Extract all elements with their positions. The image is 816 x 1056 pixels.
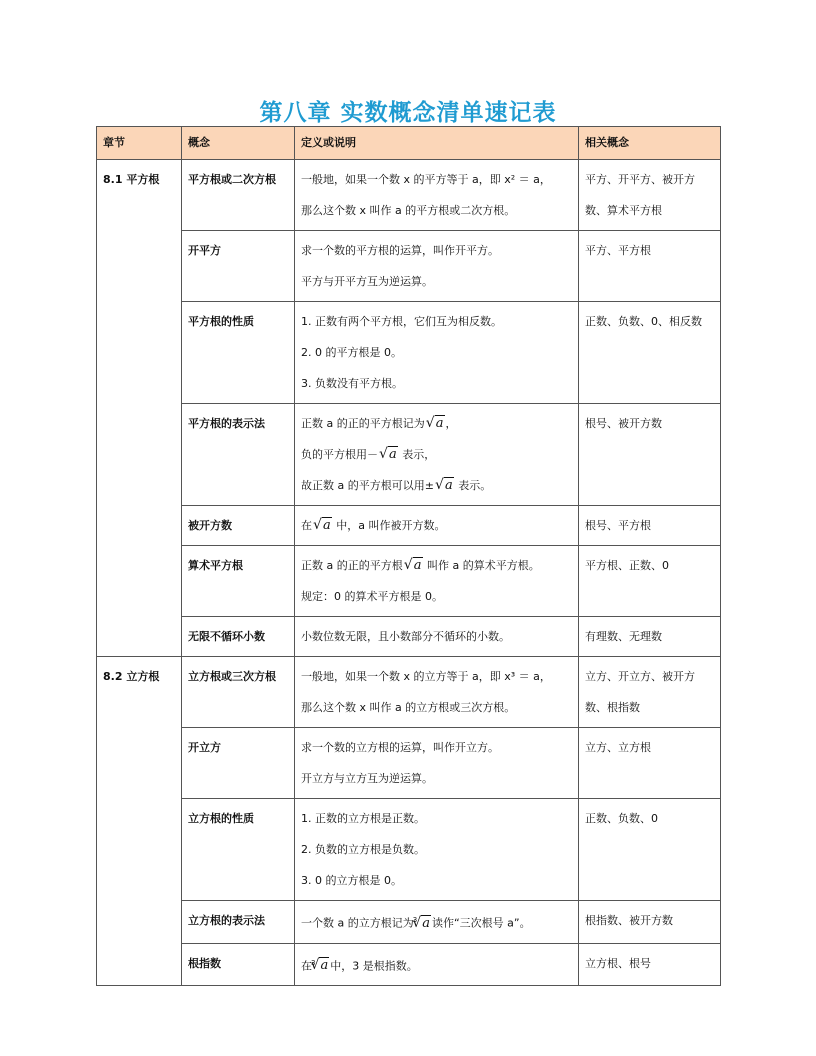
definition-line: 那么这个数 x 叫作 a 的平方根或二次方根。 (301, 204, 516, 217)
table-row (97, 728, 721, 799)
related-cell: 根指数、被开方数 (579, 901, 721, 944)
definition-line (301, 470, 572, 501)
definition-cell (295, 160, 579, 231)
radicand: a (323, 518, 331, 533)
radical-sign (313, 518, 332, 534)
definition-text: 在 (301, 519, 312, 532)
concept-cell: 开立方 (182, 728, 295, 799)
definition-cell (295, 231, 579, 302)
radicand: a (435, 416, 444, 431)
definition-text: 表示。 (454, 479, 492, 492)
definition-text: ， (445, 417, 457, 430)
square-root-symbol (434, 479, 455, 492)
definition-cell (295, 404, 579, 506)
related-cell: 有理数、无理数 (579, 617, 721, 657)
related-cell: 平方根、正数、0 (579, 546, 721, 617)
header-section: 章节 (97, 127, 182, 160)
radical-sign (404, 558, 423, 574)
definition-line: 2. 负数的立方根是负数。 (301, 843, 425, 856)
page-title: 第八章 实数概念清单速记表 (259, 99, 557, 126)
radical-sign (379, 447, 398, 463)
square-root-symbol (403, 559, 424, 572)
related-cell: 平方、平方根 (579, 231, 721, 302)
definition-cell (295, 546, 579, 617)
radicand: a (422, 915, 430, 931)
radical-sign (426, 416, 445, 432)
definition-cell (295, 506, 579, 546)
definition-line: 那么这个数 x 叫作 a 的立方根或三次方根。 (301, 701, 516, 714)
definition-cell (295, 901, 579, 944)
definition-line: 2. 0 的平方根是 0。 (301, 346, 402, 359)
definition-line: 平方与开平方互为逆运算。 (301, 275, 433, 288)
table-row (97, 943, 721, 986)
radicand: a (444, 478, 453, 493)
concept-cell: 无限不循环小数 (182, 617, 295, 657)
cube-root-symbol (312, 959, 330, 972)
definition-line: 3. 负数没有平方根。 (301, 377, 403, 390)
definition-cell (295, 657, 579, 728)
definition-text: 故正数 a 的平方根可以用± (301, 479, 434, 492)
concept-cell: 平方根的性质 (182, 302, 295, 404)
related-cell: 根号、平方根 (579, 506, 721, 546)
section-cell: 8.2 立方根 (97, 657, 182, 986)
table-row (97, 302, 721, 404)
header-definition: 定义或说明 (295, 127, 579, 160)
header-concept: 概念 (182, 127, 295, 160)
root-index: 3 (412, 916, 418, 924)
related-cell: 正数、负数、0、相反数 (579, 302, 721, 404)
radical-sign (412, 916, 431, 932)
related-cell: 立方、开立方、被开方数、根指数 (579, 657, 721, 728)
definition-line (301, 510, 572, 541)
section-cell: 8.1 平方根 (97, 160, 182, 657)
square-root-symbol (425, 417, 446, 430)
table-row (97, 404, 721, 506)
definition-line (301, 439, 572, 470)
definition-text: 叫作 a 的算术平方根。 (423, 559, 540, 572)
definition-cell (295, 617, 579, 657)
table-row (97, 657, 721, 728)
definition-cell (295, 799, 579, 901)
concept-cell: 平方根或二次方根 (182, 160, 295, 231)
concept-cell: 算术平方根 (182, 546, 295, 617)
table-row (97, 231, 721, 302)
concept-cell: 开平方 (182, 231, 295, 302)
definition-text: 在 (301, 959, 312, 973)
definition-line (301, 948, 572, 982)
definition-text: 负的平方根用－ (301, 448, 378, 461)
concept-cell: 立方根的表示法 (182, 901, 295, 944)
table-row (97, 901, 721, 944)
radicand: a (320, 958, 329, 974)
concept-cell: 立方根或三次方根 (182, 657, 295, 728)
definition-line: 一般地，如果一个数 x 的立方等于 a，即 x³ ＝ a， (301, 670, 551, 683)
header-related: 相关概念 (579, 127, 721, 160)
related-cell: 平方、开平方、被开方数、算术平方根 (579, 160, 721, 231)
related-cell: 立方根、根号 (579, 943, 721, 986)
definition-cell (295, 943, 579, 986)
concept-cell: 平方根的表示法 (182, 404, 295, 506)
definition-line: 开立方与立方互为逆运算。 (301, 772, 433, 785)
table-row (97, 160, 721, 231)
radicand: a (389, 447, 397, 462)
table-body (97, 160, 721, 986)
root-index: 3 (311, 958, 316, 967)
definition-text: 正数 a 的正的平方根 (301, 559, 403, 572)
definition-line: 求一个数的立方根的运算，叫作开立方。 (301, 741, 499, 754)
definition-line (301, 905, 572, 939)
definition-cell (295, 302, 579, 404)
related-cell: 立方、立方根 (579, 728, 721, 799)
table-row (97, 506, 721, 546)
definition-text: 中，a 叫作被开方数。 (332, 519, 446, 532)
definition-line (301, 408, 572, 439)
radical-sign (310, 958, 329, 974)
definition-text: 正数 a 的正的平方根记为 (301, 417, 425, 430)
definition-text: 一个数 a 的立方根记为 (301, 916, 414, 930)
definition-line (301, 550, 572, 581)
table-row (97, 617, 721, 657)
related-cell: 根号、被开方数 (579, 404, 721, 506)
definition-text: 表示， (398, 448, 436, 461)
definition-line: 1. 正数的立方根是正数。 (301, 812, 425, 825)
definition-cell (295, 728, 579, 799)
definition-line: 3. 0 的立方根是 0。 (301, 874, 402, 887)
radicand: a (413, 558, 422, 573)
concept-cell: 根指数 (182, 943, 295, 986)
square-root-symbol (378, 448, 399, 461)
cube-root-symbol (414, 917, 432, 930)
concept-table (96, 126, 721, 986)
table-row (97, 546, 721, 617)
definition-line: 求一个数的平方根的运算，叫作开平方。 (301, 244, 499, 257)
radical-sign (435, 478, 454, 494)
definition-line: 小数位数无限，且小数部分不循环的小数。 (301, 630, 510, 643)
definition-text: 读作“三次根号 a”。 (431, 916, 531, 930)
concept-cell: 被开方数 (182, 506, 295, 546)
related-cell: 正数、负数、0 (579, 799, 721, 901)
table-header-row (97, 127, 721, 160)
definition-line: 规定：0 的算术平方根是 0。 (301, 590, 443, 603)
definition-line: 一般地，如果一个数 x 的平方等于 a，即 x² ＝ a， (301, 173, 551, 186)
table-row (97, 799, 721, 901)
square-root-symbol (312, 519, 333, 532)
concept-cell: 立方根的性质 (182, 799, 295, 901)
definition-line: 1. 正数有两个平方根，它们互为相反数。 (301, 315, 502, 328)
definition-text: 中，3 是根指数。 (330, 959, 418, 973)
